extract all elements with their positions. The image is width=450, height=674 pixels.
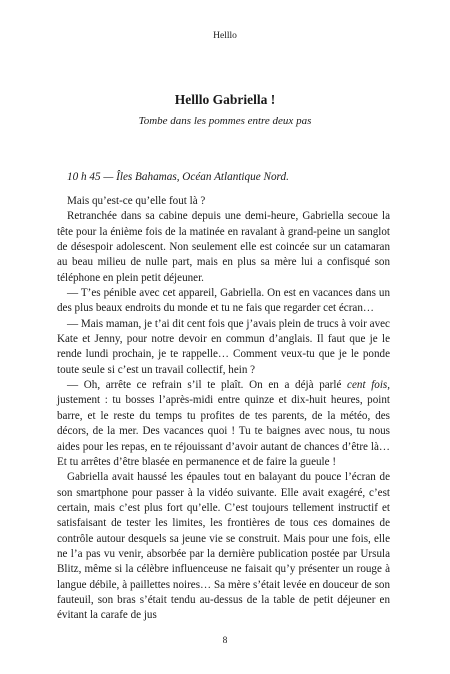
- chapter-subtitle: Tombe dans les pommes entre deux pas: [138, 115, 312, 127]
- paragraph: — Mais maman, je t’ai dit cent fois que j’avais plein de trucs à voir avec Kate et Jenny, pour notre devoir en commun d’anglais. Il faut que je le rende lundi prochain, je te rappelle… Comment veux-tu que je le ponde toute seule si c’est un travail collectif, hein ?: [57, 317, 390, 376]
- running-head: Helllo: [213, 31, 237, 41]
- chapter-title: Helllo Gabriella !: [174, 92, 276, 107]
- paragraph: Retranchée dans sa cabine depuis une demi-heure, Gabriella secoue la tête pour la énième fois de la matinée en ravalant à grand-peine un sanglot de désespoir adolescent. Non seulement elle est coincée sur un catamaran au beau milieu de nulle part, mais en plus sa mère lui a confisqué son téléphone en plein petit déjeuner.: [57, 210, 390, 284]
- page-number: 8: [222, 636, 228, 646]
- scene-heading: 10 h 45 — Îles Bahamas, Océan Atlantique Nord.: [67, 171, 289, 183]
- emphasized-text: cent fois: [347, 379, 388, 392]
- paragraph-text-before: — Oh, arrête ce refrain s’il te plaît. On en a déjà parlé: [67, 379, 348, 392]
- paragraph: Gabriella avait haussé les épaules tout en balayant du pouce l’écran de son smartphone pour passer à la vidéo suivante. Elle avait exagéré, c’est certain, mais c’est plus fort qu’elle. C’est toujours tellement instructif et satisfaisant de tester les limites, les frontières de tous ces domaines de contrôle autour desquels sa jeune vie se construit. Mais pour une fois, elle ne l’a pas vu venir, absorbée par la dernière publication postée par Ursula Blitz, même si la célèbre influenceuse ne faisait qu’y présenter un rouge à langue débile, à paillettes noires… Sa mère s’était levée en douceur de son fauteuil, son bras s’était tendu au-dessus de la table de petit déjeuner en évitant la carafe de jus: [57, 471, 390, 622]
- paragraph-with-emphasis: [57, 378, 390, 470]
- paragraph: Mais qu’est-ce qu’elle fout là ?: [67, 195, 206, 207]
- paragraph: — T’es pénible avec cet appareil, Gabriella. On est en vacances dans un des plus beaux endroits du monde et tu ne fais que regarder cet écran…: [57, 287, 390, 315]
- paragraph-text-after: , justement : tu bosses l’après-midi entre quinze et dix-huit heures, point barre, et le reste du temps tu profites de tes parents, de la météo, des décors, de la mer. Des vacances quoi ! Tu te baignes avec nous, tu nous aides pour les repas, en te réjouissant d’avoir autant de chances d’être là… Et tu arrêtes d’être blasée en permanence et de faire la gueule !: [57, 379, 391, 468]
- body-text: [57, 194, 390, 624]
